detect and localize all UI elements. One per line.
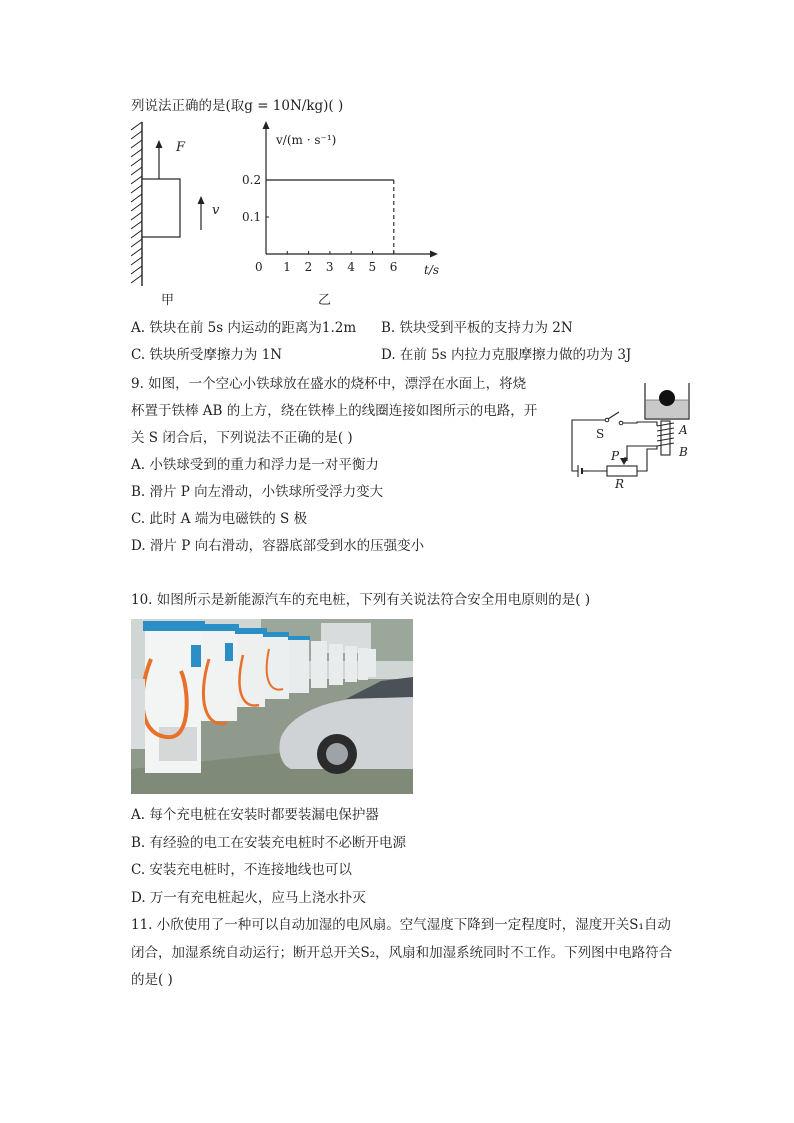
iron-block (142, 179, 180, 237)
q8-figure-block-on-wall (126, 118, 236, 313)
x-tick-label: 5 (368, 260, 377, 274)
q10-option-a[interactable]: A. 每个充电桩在安装时都要装漏电保护器 (131, 807, 379, 823)
q8-option-b[interactable]: B. 铁块受到平板的支持力为 2N (381, 320, 573, 336)
y-tick-label: 0.2 (242, 173, 262, 187)
q9-option-c[interactable]: C. 此时 A 端为电磁铁的 S 极 (131, 511, 308, 527)
q10-option-d[interactable]: D. 万一有充电桩起火，应马上浇水扑灭 (131, 890, 366, 906)
switch-label: S (596, 427, 605, 441)
rheostat (607, 466, 637, 476)
q8-stem-tail: 列说法正确的是(取g = 10N/kg)( ) (131, 98, 344, 114)
force-label: F (176, 140, 186, 155)
q8-vt-graph (240, 118, 450, 313)
q10-option-c[interactable]: C. 安装充电桩时，不连接地线也可以 (131, 862, 352, 878)
end-a-label: A (679, 423, 688, 437)
x-tick-label: 4 (347, 260, 355, 274)
x-tick-label: 6 (389, 260, 398, 274)
rheostat-label: R (615, 477, 625, 490)
q9-option-d[interactable]: D. 滑片 P 向右滑动，容器底部受到水的压强变小 (131, 538, 425, 554)
q9-stem-line3: 关 S 闭合后，下列说法不正确的是( ) (131, 430, 353, 446)
q9-stem-line1: 9. 如图，一个空心小铁球放在盛水的烧杯中，漂浮在水面上，将烧 (131, 376, 527, 392)
y-tick-label: 0.1 (242, 210, 262, 224)
x-axis-arrowhead (430, 251, 438, 258)
iron-ball (659, 390, 675, 406)
x-tick-label: 3 (325, 260, 334, 274)
y-axis-arrowhead (263, 121, 270, 129)
velocity-label: v (212, 203, 220, 218)
q9-stem-line2: 杯置于铁棒 AB 的上方，绕在铁棒上的线圈连接如图所示的电路，开 (131, 403, 538, 419)
x-axis-label: t/s (424, 263, 440, 277)
q9-option-a[interactable]: A. 小铁球受到的重力和浮力是一对平衡力 (131, 457, 379, 473)
q11-stem-line3: 的是( ) (131, 972, 173, 988)
q11-stem-line2: 闭合，加湿系统自动运行；断开总开关S₂，风扇和加湿系统同时不工作。下列图中电路符合 (131, 945, 673, 961)
charging-station-photo (131, 619, 413, 794)
q8-option-d[interactable]: D. 在前 5s 内拉力克服摩擦力做的功为 3J (381, 347, 632, 363)
figure-caption-jia: 甲 (161, 293, 175, 308)
q10-stem: 10. 如图所示是新能源汽车的充电桩，下列有关说法符合安全用电原则的是( ) (131, 592, 591, 608)
iron-rod (661, 421, 670, 455)
end-b-label: B (679, 445, 688, 459)
q9-option-b[interactable]: B. 滑片 P 向左滑动，小铁球所受浮力变大 (131, 484, 384, 500)
q11-stem-line1: 11. 小欣使用了一种可以自动加湿的电风扇。空气湿度下降到一定程度时，湿度开关S₁自动 (131, 917, 671, 933)
origin-label: 0 (255, 260, 263, 274)
slider-label: P (611, 449, 620, 463)
x-tick-label: 2 (304, 260, 313, 274)
q8-option-a[interactable]: A. 铁块在前 5s 内运动的距离为1.2m (131, 320, 357, 336)
x-tick-label: 1 (283, 260, 291, 274)
y-axis-label: v/(m · s⁻¹) (276, 133, 337, 147)
q8-option-c[interactable]: C. 铁块所受摩擦力为 1N (131, 347, 283, 363)
q10-option-b[interactable]: B. 有经验的电工在安装充电桩时不必断开电源 (131, 835, 407, 851)
figure-caption-yi: 乙 (318, 293, 332, 308)
q9-circuit-figure (565, 378, 715, 490)
